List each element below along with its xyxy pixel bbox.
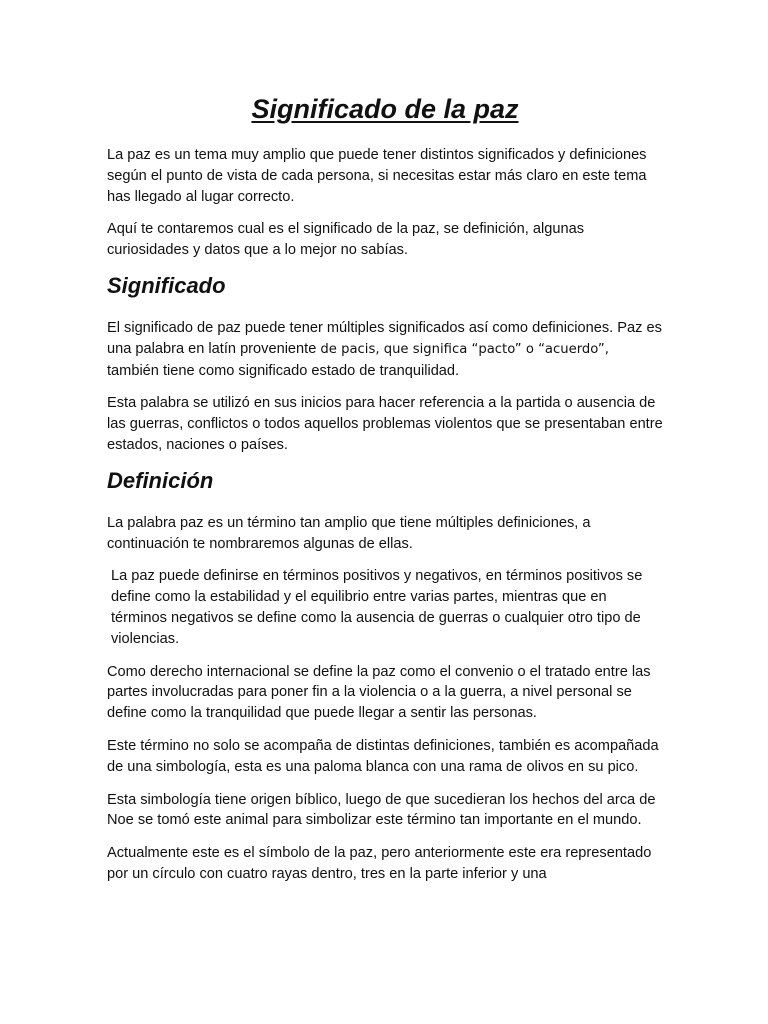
definicion-paragraph-4: Este término no solo se acompaña de distintas definiciones, también es acompañada de una simbología, esta es una paloma blanca con una rama de olivos en su pico.: [107, 737, 659, 775]
document-title: Significado de la paz: [251, 94, 519, 124]
intro-paragraph-1: La paz es un tema muy amplio que puede tener distintos significados y definiciones según el punto de vista de cada persona, si necesitas estar más claro en este tema has llegado al lugar correcto.: [107, 147, 647, 205]
significado-paragraph-1: [107, 318, 663, 381]
significado-text-part-2: de pacis, que significa “pacto” o “acuerdo”,: [320, 341, 609, 357]
definicion-paragraph-5: Esta simbología tiene origen bíblico, luego de que sucedieran los hechos del arca de Noe se tomó este animal para simbolizar este término tan importante en el mundo.: [107, 791, 656, 829]
significado-text-part-1: El significado de paz puede tener múltiples significados así como definiciones. Paz es una palabra en latín proveniente: [107, 319, 662, 357]
definicion-paragraph-2: La paz puede definirse en términos positivos y negativos, en términos positivos se define como la estabilidad y el equilibrio entre varias partes, mientras que en términos negativos se define como la ausencia de guerras o cualquier otro tipo de violencias.: [111, 568, 643, 647]
definicion-paragraph-6: Actualmente este es el símbolo de la paz, pero anteriormente este era representado por un círculo con cuatro rayas dentro, tres en la parte inferior y una: [107, 845, 652, 882]
significado-paragraph-2: Esta palabra se utilizó en sus inicios para hacer referencia a la partida o ausencia de las guerras, conflictos o todos aquellos problemas violentos que se presentaban entre estados, naciones o países.: [107, 395, 663, 453]
significado-heading: Significado: [107, 272, 226, 298]
document-page: [107, 92, 663, 897]
definicion-paragraph-1: La palabra paz es un término tan amplio que tiene múltiples definiciones, a continuación te nombraremos algunas de ellas.: [107, 514, 591, 552]
definicion-heading: Definición: [107, 467, 214, 493]
intro-paragraph-2: Aquí te contaremos cual es el significado de la paz, se definición, algunas curiosidades y datos que a lo mejor no sabías.: [107, 221, 585, 259]
significado-text-part-3: también tiene como significado estado de tranquilidad.: [107, 362, 460, 379]
definicion-paragraph-3: Como derecho internacional se define la paz como el convenio o el tratado entre las partes involucradas para poner fin a la violencia o a la guerra, a nivel personal se define como la tranquilidad que puede llegar a sentir las personas.: [107, 663, 651, 722]
